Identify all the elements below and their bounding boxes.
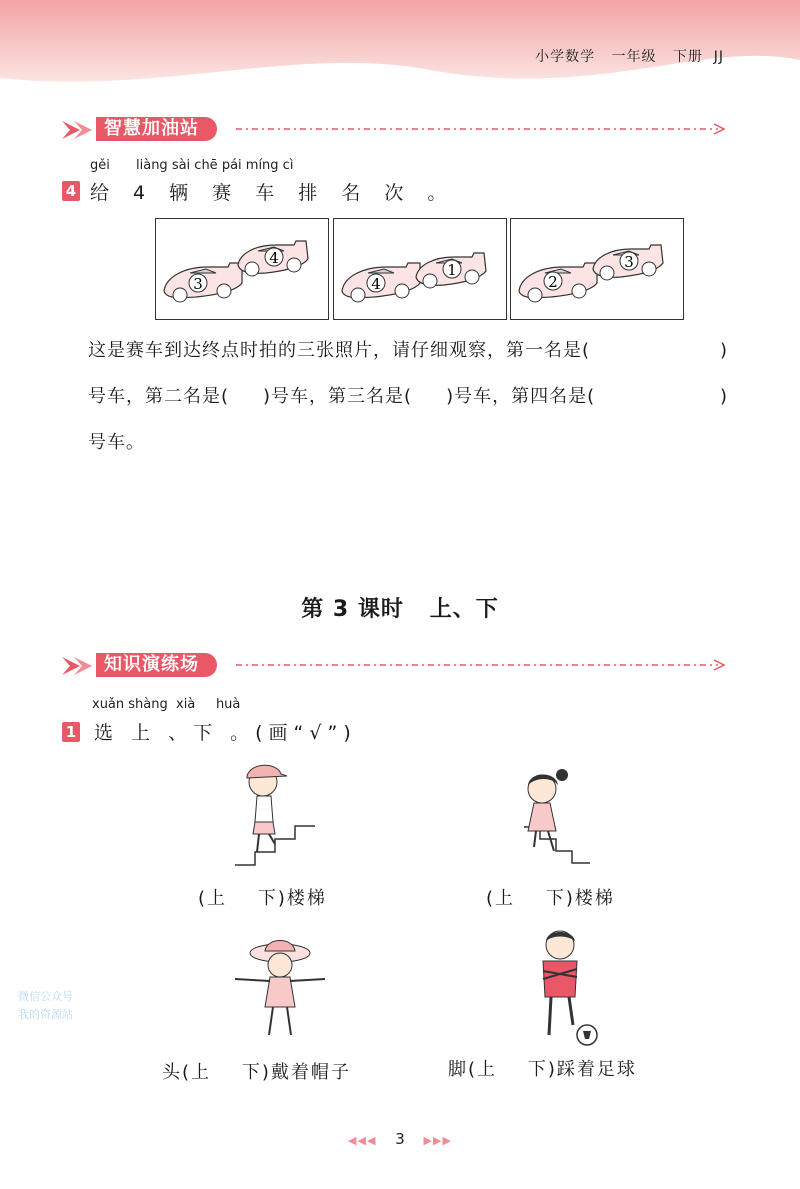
- question-number-1: 1: [62, 722, 80, 742]
- section-banner-practice: [58, 651, 738, 681]
- question-4-text: 给 4 辆 赛 车 排 名 次 。: [90, 182, 456, 204]
- left-arrows-icon: ◀◀◀: [348, 1134, 377, 1147]
- caption-3: 头(上 下)戴着帽子: [162, 1062, 351, 1083]
- girl-with-sun-hat-image: [225, 935, 335, 1050]
- banner-title: 智慧加油站: [96, 117, 217, 141]
- girl-descending-stairs-image: [500, 765, 610, 875]
- watermark-line-2: 我的资源站: [18, 1008, 73, 1021]
- photo-1: [155, 218, 329, 320]
- photo-2: [333, 218, 507, 320]
- car-number: 4: [371, 275, 381, 293]
- book-header: [535, 46, 724, 66]
- header-term: 下册: [672, 49, 703, 65]
- watermark-line-1: 微信公众号: [18, 990, 73, 1003]
- car-number: 4: [269, 249, 279, 267]
- car-number: 3: [624, 253, 634, 271]
- boy-with-soccer-ball-image: [515, 925, 615, 1050]
- paragraph-line-1: [88, 328, 728, 374]
- page-number: 3: [395, 1130, 405, 1148]
- answer-blank-4-close: ): [719, 386, 728, 407]
- section-banner-smart-station: [58, 115, 738, 145]
- pinyin-question-1: xuǎn shàng xià huà: [92, 697, 241, 712]
- answer-blank-1-close: ): [719, 340, 728, 361]
- question-4-paragraph: [88, 328, 728, 466]
- line-1-text: 这是赛车到达终点时拍的三张照片，请仔细观察，第一名是(: [88, 340, 591, 361]
- header-subject: 小学数学: [535, 49, 596, 65]
- right-arrows-icon: ▶▶▶: [423, 1134, 452, 1147]
- car-number: 3: [193, 275, 203, 293]
- line-3-text: 号车。: [88, 432, 145, 453]
- caption-4: 脚(上 下)踩着足球: [448, 1059, 637, 1080]
- page-footer: [0, 1130, 800, 1148]
- race-cars-image: [334, 219, 506, 319]
- race-cars-image: [511, 219, 683, 319]
- line-2b-text: )号车，第三名是(: [263, 386, 413, 407]
- caption-1: (上 下)楼梯: [198, 888, 327, 909]
- header-grade: 一年级: [611, 49, 657, 65]
- boy-climbing-stairs-image: [225, 760, 335, 875]
- question-number-4: 4: [62, 181, 80, 201]
- line-2c-text: )号车，第四名是(: [446, 386, 596, 407]
- car-number: 1: [447, 261, 457, 279]
- lesson-title: 第 3 课时 上、下: [301, 597, 499, 622]
- race-cars-image: [156, 219, 328, 319]
- line-2a-text: 号车，第二名是(: [88, 386, 230, 407]
- header-edition: JJ: [713, 49, 724, 65]
- paragraph-line-2: [88, 374, 728, 420]
- pinyin-gei: gěi: [90, 158, 110, 173]
- caption-2: (上 下)楼梯: [486, 888, 615, 909]
- photo-3: [510, 218, 684, 320]
- question-1-text: 选 上 、下 。(画“√”): [94, 722, 357, 744]
- paragraph-line-3: [88, 420, 728, 466]
- banner-title: 知识演练场: [96, 653, 217, 677]
- pinyin-rest: liàng sài chē pái míng cì: [136, 158, 294, 173]
- car-number: 2: [548, 273, 558, 291]
